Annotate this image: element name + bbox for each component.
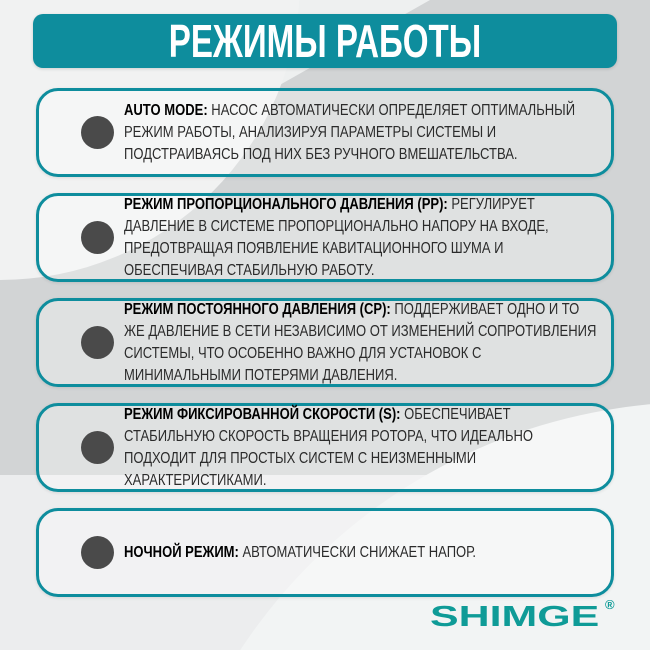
mode-card-night bbox=[36, 508, 614, 597]
mode-bullet-icon bbox=[81, 431, 114, 464]
mode-card-fixed-speed bbox=[36, 403, 614, 492]
mode-text bbox=[124, 404, 601, 492]
page-title: РЕЖИМЫ РАБОТЫ bbox=[168, 15, 482, 67]
mode-text bbox=[124, 100, 601, 166]
mode-card-auto bbox=[36, 88, 614, 177]
mode-text bbox=[124, 299, 601, 387]
mode-bullet-icon bbox=[81, 116, 114, 149]
brand-name: SHIMGE bbox=[430, 601, 600, 633]
mode-title: РЕЖИМ ПОСТОЯННОГО ДАВЛЕНИЯ (CP): bbox=[124, 300, 391, 318]
mode-title: РЕЖИМ ПРОПОРЦИОНАЛЬНОГО ДАВЛЕНИЯ (PP): bbox=[124, 195, 448, 213]
registered-trademark-icon: ® bbox=[605, 597, 615, 612]
mode-bullet-icon bbox=[81, 221, 114, 254]
mode-text bbox=[124, 542, 601, 564]
mode-title: AUTO MODE: bbox=[124, 101, 208, 119]
mode-description: ОБЕСПЕЧИВАЕТ СТАБИЛЬНУЮ СКОРОСТЬ ВРАЩЕНИЯ РОТОРА, ЧТО ИДЕАЛЬНО ПОДХОДИТ ДЛЯ ПРОСТЫХ СИСТЕМ С НЕИЗМЕННЫМИ ХАРАКТЕРИСТИКАМИ. bbox=[124, 405, 534, 489]
mode-bullet-icon bbox=[81, 326, 114, 359]
mode-card-proportional-pressure bbox=[36, 193, 614, 282]
brand-logo bbox=[430, 597, 615, 634]
mode-card-constant-pressure bbox=[36, 298, 614, 387]
mode-description: ПОДДЕРЖИВАЕТ ОДНО И ТО ЖЕ ДАВЛЕНИЕ В СЕТИ НЕЗАВИСИМО ОТ ИЗМЕНЕНИЙ СОПРОТИВЛЕНИЯ СИСТЕМЫ, ЧТО ОСОБЕННО ВАЖНО ДЛЯ УСТАНОВОК С МИНИМАЛЬНЫМИ ПОТЕРЯМИ ДАВЛЕНИЯ. bbox=[124, 300, 597, 384]
page-title-banner bbox=[33, 14, 617, 68]
mode-description: АВТОМАТИЧЕСКИ СНИЖАЕТ НАПОР. bbox=[242, 543, 477, 561]
mode-title: РЕЖИМ ФИКСИРОВАННОЙ СКОРОСТИ (S): bbox=[124, 405, 401, 423]
mode-text bbox=[124, 194, 601, 282]
mode-description: РЕГУЛИРУЕТ ДАВЛЕНИЕ В СИСТЕМЕ ПРОПОРЦИОНАЛЬНО НАПОРУ НА ВХОДЕ, ПРЕДОТВРАЩАЯ ПОЯВЛЕНИЕ КАВИТАЦИОННОГО ШУМА И ОБЕСПЕЧИВАЯ СТАБИЛЬНУЮ РАБОТУ. bbox=[124, 195, 549, 279]
mode-description: НАСОС АВТОМАТИЧЕСКИ ОПРЕДЕЛЯЕТ ОПТИМАЛЬНЫЙ РЕЖИМ РАБОТЫ, АНАЛИЗИРУЯ ПАРАМЕТРЫ СИСТЕМЫ И ПОДСТРАИВАЯСЬ ПОД НИХ БЕЗ РУЧНОГО ВМЕШАТЕЛЬСТВА. bbox=[124, 101, 576, 163]
mode-bullet-icon bbox=[81, 536, 114, 569]
mode-title: НОЧНОЙ РЕЖИМ: bbox=[124, 543, 239, 561]
